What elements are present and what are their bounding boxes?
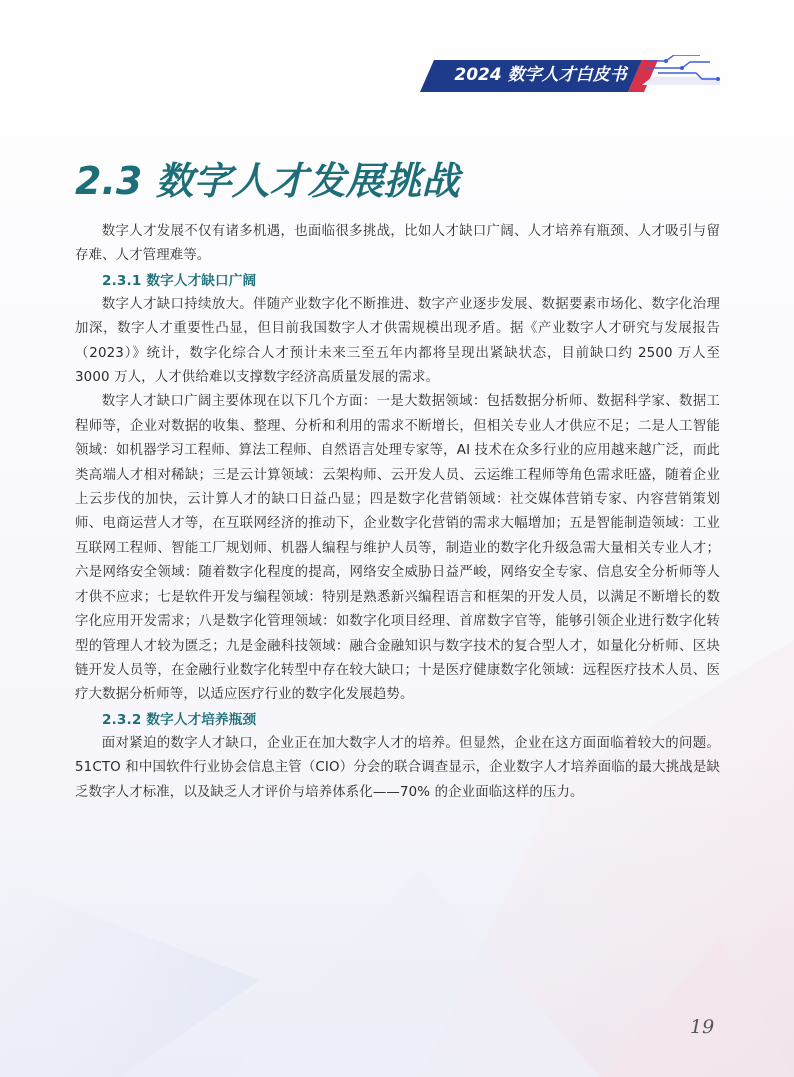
intro-paragraph: 数字人才发展不仅有诸多机遇，也面临很多挑战，比如人才缺口广阔、人才培养有瓶颈、人才吸引与留存难、人才管理难等。 [75,224,720,264]
body-paragraph: 数字人才缺口广阔主要体现在以下几个方面：一是大数据领域：包括数据分析师、数据科学家、数据工程师等，企业对数据的收集、整理、分析和利用的需求不断增长，但相关专业人才供应不足；二是人工智能领域：如机器学习工程师、算法工程师、自然语言处理专家等，AI 技术在众多行业的应用越来越广泛，而此类高端人才相对稀缺；三是云计算领域：云架构师、云开发人员、云运维工程师等角色需求旺盛，随着企业上云步伐的加快，云计算人才的缺口日益凸显；四是数字化营销领域：社交媒体营销专家、内容营销策划师、电商运营人才等，在互联网经济的推动下，企业数字化营销的需求大幅增加；五是智能制造领域：工业互联网工程师、智能工厂规划师、机器人编程与维护人员等，制造业的数字化升级急需大量相关专业人才；六是网络安全领域：随着数字化程度的提高，网络安全威胁日益严峻，网络安全专家、信息安全分析师等人才供不应求；七是软件开发与编程领域：特别是熟悉新兴编程语言和框架的开发人员，以满足不断增长的数字化应用开发需求；八是数字化管理领域：如数字化项目经理、首席数字官等，能够引领企业进行数字化转型的管理人才较为匮乏；九是金融科技领域：融合金融知识与数字技术的复合型人才，如量化分析师、区块链开发人员等，在金融行业数字化转型中存在较大缺口；十是医疗健康数字化领域：远程医疗技术人员、医疗大数据分析师等，以适应医疗行业的数字化发展趋势。 [75,394,720,703]
subsection-heading: 2.3.1 数字人才缺口广阔 [102,272,257,289]
main-content [75,220,720,805]
page-number: 19 [690,1016,715,1038]
subsection-heading: 2.3.2 数字人才培养瓶颈 [102,711,257,728]
document-title: 2024 数字人才白皮书 [454,65,627,85]
section-title: 2.3 数字人才发展挑战 [75,159,460,203]
body-paragraph: 数字人才缺口持续放大。伴随产业数字化不断推进、数字产业逐步发展、数据要素市场化、数字化治理加深，数字人才重要性凸显，但目前我国数字人才供需规模出现矛盾。据《产业数字人才研究与发展报告（2023）》统计，数字化综合人才预计未来三至五年内都将呈现出紧缺状态，目前缺口约 2500 万人至 3000 万人，人才供给难以支撑数字经济高质量发展的需求。 [75,296,720,386]
body-paragraph: 面对紧迫的数字人才缺口，企业正在加大数字人才的培养。但显然，企业在这方面面临着较大的问题。51CTO 和中国软件行业协会信息主管（CIO）分会的联合调查显示，企业数字人才培养面临的最大挑战是缺乏数字人才标准，以及缺乏人才评价与培养体系化——70% 的企业面临这样的压力。 [75,735,720,800]
header-banner [420,55,720,97]
